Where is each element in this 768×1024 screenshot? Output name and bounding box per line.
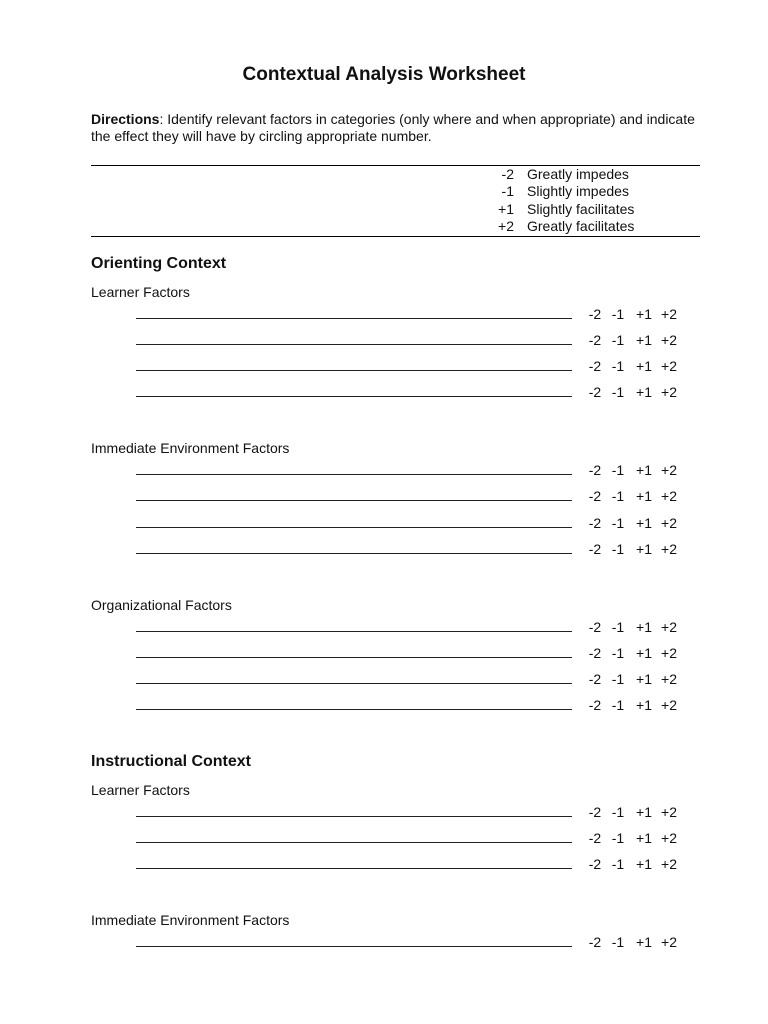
rating-scale xyxy=(586,856,682,872)
rating-scale xyxy=(586,358,682,374)
rating-option[interactable]: +1 xyxy=(636,306,652,322)
legend-label: Greatly facilitates xyxy=(527,217,635,234)
rating-option[interactable]: +1 xyxy=(636,830,652,847)
rating-option[interactable]: -1 xyxy=(611,384,625,401)
rating-option[interactable]: -1 xyxy=(611,514,625,531)
rating-option[interactable]: +1 xyxy=(636,696,652,713)
factor-row xyxy=(136,934,682,950)
rating-option[interactable]: -2 xyxy=(588,804,602,820)
rating-option[interactable]: +1 xyxy=(636,804,652,820)
rating-option[interactable]: -1 xyxy=(611,856,625,873)
rating-option[interactable]: +1 xyxy=(636,540,652,557)
rating-option[interactable]: +2 xyxy=(661,696,677,713)
rating-option[interactable]: +2 xyxy=(661,618,677,635)
rating-option[interactable]: -1 xyxy=(611,670,625,687)
directions-text: : Identify relevant factors in categories (only where and when appropriate) and indicate the effect they will have by circling appropriate number. xyxy=(91,111,695,144)
rating-option[interactable]: -1 xyxy=(611,540,625,557)
section-title: Instructional Context xyxy=(91,753,252,770)
factor-row xyxy=(136,830,682,846)
factor-row xyxy=(136,384,682,400)
factor-blank-line[interactable] xyxy=(136,358,572,371)
rating-scale xyxy=(586,671,682,687)
category-label: Learner Factors xyxy=(91,284,190,300)
factor-row xyxy=(136,804,682,820)
rating-scale xyxy=(586,515,682,531)
rating-option[interactable]: -1 xyxy=(611,358,625,375)
factor-row xyxy=(136,619,682,635)
rating-option[interactable]: -2 xyxy=(588,514,602,531)
rating-option[interactable]: -2 xyxy=(588,462,602,479)
legend-number: -2 xyxy=(501,166,514,182)
rating-option[interactable]: -2 xyxy=(588,488,602,505)
legend-row xyxy=(480,218,634,235)
rating-scale xyxy=(586,697,682,713)
factor-blank-line[interactable] xyxy=(136,645,572,658)
factor-blank-line[interactable] xyxy=(136,804,572,817)
factor-blank-line[interactable] xyxy=(136,697,572,710)
factor-blank-line[interactable] xyxy=(136,619,572,632)
factor-row xyxy=(136,671,682,687)
factor-row xyxy=(136,488,682,504)
category-label: Immediate Environment Factors xyxy=(91,440,290,457)
rating-option[interactable]: -2 xyxy=(588,934,602,951)
rating-scale xyxy=(586,384,682,400)
rating-scale xyxy=(586,934,682,950)
legend-label: Slightly impedes xyxy=(527,183,629,200)
rating-scale xyxy=(586,332,682,348)
legend-number: -1 xyxy=(501,183,514,200)
legend-number: +2 xyxy=(498,217,514,234)
factor-row xyxy=(136,358,682,374)
rating-scale xyxy=(586,462,682,478)
legend-label: Slightly facilitates xyxy=(527,200,635,217)
factor-row xyxy=(136,332,682,348)
factor-row xyxy=(136,515,682,531)
factor-blank-line[interactable] xyxy=(136,488,572,501)
rating-option[interactable]: +2 xyxy=(661,462,677,479)
rating-option[interactable]: -1 xyxy=(611,618,625,635)
rating-option[interactable]: -1 xyxy=(611,934,625,951)
rating-scale xyxy=(586,645,682,661)
rating-option[interactable]: +2 xyxy=(661,384,677,401)
rating-option[interactable]: +1 xyxy=(636,488,652,505)
rating-option[interactable]: -2 xyxy=(588,618,602,635)
category-label: Organizational Factors xyxy=(91,596,232,613)
rating-option[interactable]: +2 xyxy=(661,856,677,873)
legend-label: Greatly impedes xyxy=(527,166,629,182)
rating-option[interactable]: -2 xyxy=(588,540,602,557)
factor-blank-line[interactable] xyxy=(136,934,572,947)
rating-option[interactable]: -1 xyxy=(611,306,625,322)
rating-option[interactable]: -2 xyxy=(588,670,602,687)
rating-option[interactable]: +2 xyxy=(661,306,677,322)
rating-option[interactable]: +1 xyxy=(636,856,652,873)
rating-scale xyxy=(586,488,682,504)
rating-option[interactable]: +2 xyxy=(661,670,677,687)
factor-row xyxy=(136,856,682,872)
rating-option[interactable]: +1 xyxy=(636,618,652,635)
rating-option[interactable]: -2 xyxy=(588,644,602,661)
legend-bottom-rule xyxy=(91,236,700,237)
rating-option[interactable]: +1 xyxy=(636,670,652,687)
factor-blank-line[interactable] xyxy=(136,830,572,843)
factor-blank-line[interactable] xyxy=(136,332,572,345)
rating-option[interactable]: -2 xyxy=(588,332,602,349)
legend-row xyxy=(480,183,634,200)
rating-legend xyxy=(480,166,634,235)
rating-option[interactable]: -1 xyxy=(611,332,625,349)
rating-option[interactable]: -1 xyxy=(611,830,625,847)
directions-label: Directions xyxy=(91,111,160,127)
rating-option[interactable]: +2 xyxy=(661,934,677,951)
rating-option[interactable]: -1 xyxy=(611,696,625,713)
rating-scale xyxy=(586,830,682,846)
rating-option[interactable]: +1 xyxy=(636,514,652,531)
rating-option[interactable]: +1 xyxy=(636,644,652,661)
rating-option[interactable]: +2 xyxy=(661,358,677,375)
factor-blank-line[interactable] xyxy=(136,384,572,397)
factor-blank-line[interactable] xyxy=(136,541,572,554)
rating-option[interactable]: +2 xyxy=(661,332,677,349)
factor-row xyxy=(136,462,682,478)
rating-option[interactable]: +2 xyxy=(661,644,677,661)
rating-option[interactable]: -2 xyxy=(588,306,602,322)
section-title: Orienting Context xyxy=(91,255,227,272)
factor-blank-line[interactable] xyxy=(136,515,572,528)
factor-row xyxy=(136,697,682,713)
category-label: Learner Factors xyxy=(91,782,190,798)
rating-option[interactable]: -2 xyxy=(588,856,602,873)
factor-row xyxy=(136,645,682,661)
rating-option[interactable]: +1 xyxy=(636,358,652,375)
rating-option[interactable]: +1 xyxy=(636,384,652,401)
rating-option[interactable]: -1 xyxy=(611,488,625,505)
rating-option[interactable]: +1 xyxy=(636,462,652,479)
legend-row xyxy=(480,201,634,218)
factor-blank-line[interactable] xyxy=(136,671,572,684)
rating-scale xyxy=(586,541,682,557)
factor-blank-line[interactable] xyxy=(136,856,572,869)
factor-row xyxy=(136,306,682,322)
rating-option[interactable]: -1 xyxy=(611,462,625,479)
rating-option[interactable]: +1 xyxy=(636,332,652,349)
rating-option[interactable]: +2 xyxy=(661,488,677,505)
rating-option[interactable]: -2 xyxy=(588,830,602,847)
rating-option[interactable]: +2 xyxy=(661,514,677,531)
factor-row xyxy=(136,541,682,557)
legend-number: +1 xyxy=(498,200,514,217)
rating-option[interactable]: -2 xyxy=(588,358,602,375)
directions-paragraph xyxy=(91,111,703,145)
rating-option[interactable]: +2 xyxy=(661,540,677,557)
rating-scale xyxy=(586,306,682,322)
rating-option[interactable]: +2 xyxy=(661,830,677,847)
factor-blank-line[interactable] xyxy=(136,306,572,319)
category-label: Immediate Environment Factors xyxy=(91,912,290,929)
rating-option[interactable]: -2 xyxy=(588,384,602,401)
rating-scale xyxy=(586,619,682,635)
rating-option[interactable]: +1 xyxy=(636,934,652,951)
rating-option[interactable]: -1 xyxy=(611,804,625,820)
factor-blank-line[interactable] xyxy=(136,462,572,475)
page-title: Contextual Analysis Worksheet xyxy=(242,64,526,85)
rating-option[interactable]: -2 xyxy=(588,696,602,713)
rating-option[interactable]: -1 xyxy=(611,644,625,661)
rating-scale xyxy=(586,804,682,820)
rating-option[interactable]: +2 xyxy=(661,804,677,820)
legend-row xyxy=(480,166,634,183)
